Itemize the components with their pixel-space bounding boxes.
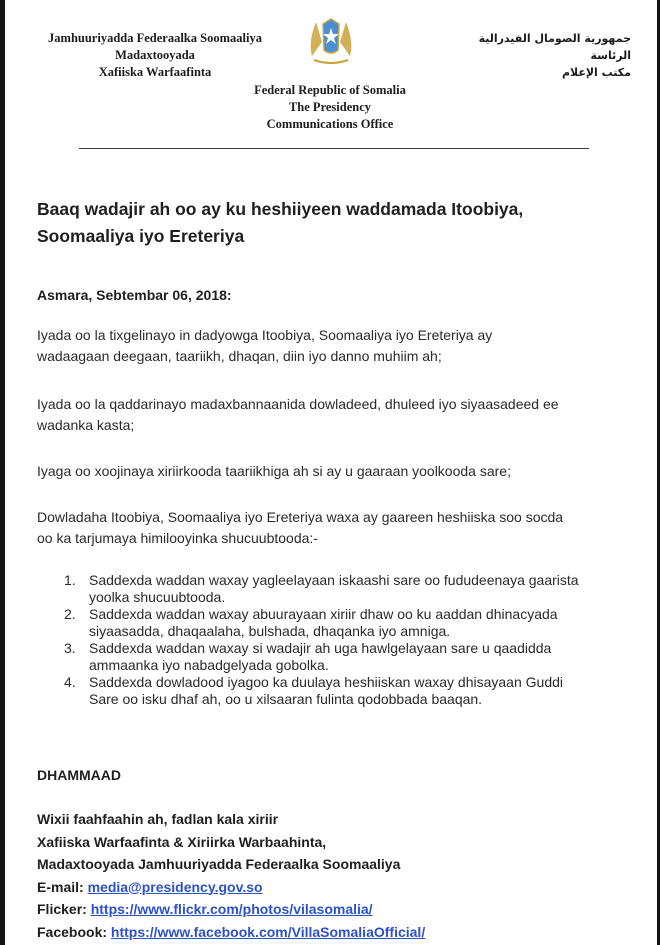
list-item-line: Saddexda waddan waxay abuurayaan xiriir dhaw oo ku aaddan dhinacyada — [89, 606, 558, 622]
agreement-list — [37, 572, 637, 708]
contact-line: Wixii faahfaahin ah, fadlan kala xiriir — [37, 811, 279, 827]
coat-of-arms-icon — [302, 12, 360, 68]
list-item-line: Saddexda waddan waxay yagleelayaan iskaashi sare oo fududeenaya gaarista — [89, 572, 579, 588]
flickr-row — [37, 898, 637, 921]
letterhead-english-line: Communications Office — [266, 117, 394, 131]
email-link[interactable]: media@presidency.gov.so — [87, 878, 263, 895]
list-item-line: ammaanka iyo nabadgelyada gobolka. — [89, 657, 329, 673]
closing-heading: DHAMMAAD — [37, 767, 121, 783]
email-label: E-mail: — [37, 878, 84, 895]
paragraph-line: Iyaga oo xoojinaya xiriirkooda taariikhiga ah si ay u gaaraan yoolkooda sare; — [37, 463, 511, 479]
list-item-line: Saddexda dowladood iyagoo ka duulaya heshiiskan waxay dhisayaan Guddi — [89, 674, 563, 690]
paragraph-line: oo ka tarjumaya himilooyinka shucuubtooda:- — [37, 530, 318, 546]
email-row — [37, 876, 637, 899]
letterhead-english-line: The Presidency — [288, 100, 372, 114]
title-line: Soomaaliya iyo Ereteriya — [37, 226, 245, 246]
paragraph-line: wadaagaan deegaan, taariikh, dhaqan, diin iyo danno muhiim ah; — [37, 348, 442, 364]
list-item-line: Saddexda waddan waxay si wadajir ah uga hawlgelayaan sare u qaadidda — [89, 640, 552, 656]
list-item — [37, 674, 637, 708]
paragraph-line: Iyada oo la tixgelinayo in dadyowga Itoobiya, Soomaaliya iyo Ereteriya ay — [37, 327, 493, 343]
flickr-label: Flicker: — [37, 901, 87, 917]
facebook-row — [37, 921, 637, 944]
letterhead-english-line: Federal Republic of Somalia — [254, 83, 406, 97]
paragraph-line: wadanka kasta; — [37, 417, 135, 433]
dateline: Asmara, Sebtembar 06, 2018: — [37, 287, 232, 303]
list-item-line: yoolka shucuubtooda. — [89, 589, 226, 605]
letterhead-arabic-line: مكتب الإعلام — [561, 66, 631, 79]
list-item-text — [89, 572, 629, 606]
list-item-line: siyaasadda, dhaqaalaha, bulshada, dhaqanka iyo amniga. — [89, 623, 451, 639]
contact-line: Xafiiska Warfaafinta & Xiriirka Warbaahinta, — [37, 833, 327, 850]
letterhead-somali — [25, 30, 285, 81]
letterhead-english — [220, 82, 440, 133]
facebook-label: Facebook: — [37, 923, 108, 940]
paragraph — [37, 325, 637, 367]
letterhead-arabic-line: الرئاسة — [590, 49, 631, 62]
list-item-text — [89, 640, 629, 674]
list-number: 3. — [64, 640, 76, 656]
flickr-link[interactable]: https://www.flickr.com/photos/vilasomalia/ — [90, 901, 373, 917]
letterhead-somali-line: Madaxtooyada — [115, 48, 195, 62]
facebook-link[interactable]: https://www.facebook.com/VillaSomaliaOfficial/ — [110, 923, 426, 940]
letterhead-divider — [79, 148, 589, 149]
paragraph — [37, 461, 637, 482]
list-item-text — [89, 674, 629, 708]
list-number: 4. — [64, 674, 76, 690]
paragraph — [37, 507, 637, 549]
letterhead-arabic-line: جمهورية الصومال الفيدرالية — [478, 32, 631, 45]
contact-line: Madaxtooyada Jamhuuriyadda Federaalka Soomaaliya — [37, 856, 401, 872]
document-page — [5, 0, 657, 945]
list-item-line: Sare oo isku dhaf ah, oo u xilsaaran fulinta qodobbada baaqan. — [89, 691, 483, 707]
list-item — [37, 572, 637, 606]
letterhead-somali-line: Xafiiska Warfaafinta — [98, 65, 212, 79]
list-number: 2. — [64, 606, 76, 622]
paragraph — [37, 394, 637, 436]
paragraph-line: Iyada oo la qaddarinayo madaxbannaanida dowladeed, dhuleed iyo siyaasadeed ee — [37, 396, 559, 412]
list-number: 1. — [64, 572, 76, 588]
letterhead-arabic — [431, 30, 631, 81]
paragraph-line: Dowladaha Itoobiya, Soomaaliya iyo Ereteriya waxa ay gaareen heshiiska soo socda — [37, 509, 564, 525]
list-item-text — [89, 606, 629, 640]
document-title — [37, 196, 637, 250]
list-item — [37, 606, 637, 640]
contact-block — [37, 808, 637, 943]
list-item — [37, 640, 637, 674]
letterhead-somali-line: Jamhuuriyadda Federaalka Soomaaliya — [48, 31, 262, 45]
title-line: Baaq wadajir ah oo ay ku heshiiyeen waddamada Itoobiya, — [37, 199, 524, 219]
